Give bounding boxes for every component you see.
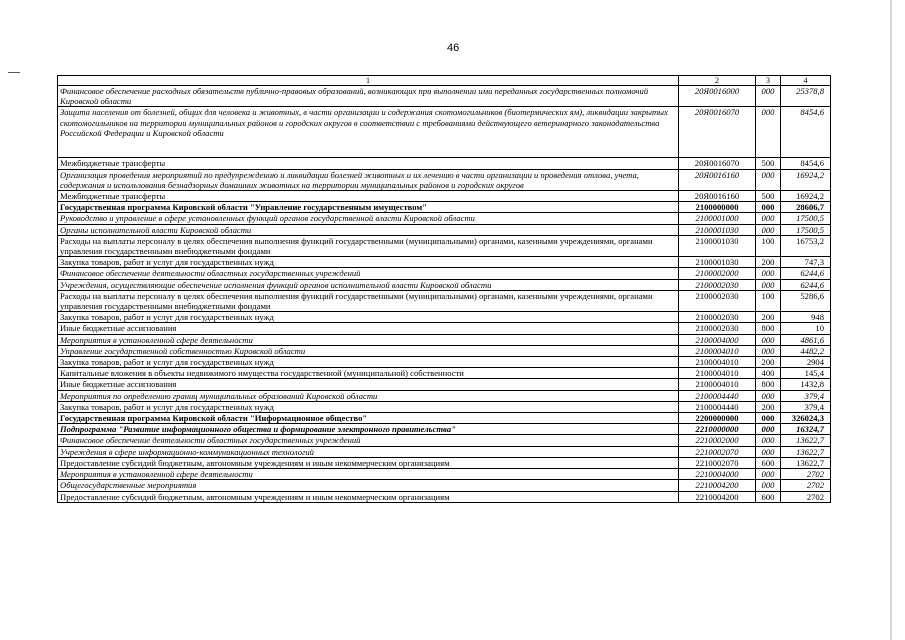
budget-table-container [57, 75, 830, 503]
row-code-cell: 2100004010 [679, 368, 756, 379]
table-row [58, 413, 831, 424]
row-name-cell: Управление государственной собственностью Кировской области [58, 345, 679, 356]
row-code-cell: 2210004000 [679, 469, 756, 480]
page-number: 46 [447, 42, 460, 54]
row-type-cell: 200 [756, 257, 781, 268]
table-row [58, 191, 831, 202]
row-code-cell: 2100004010 [679, 357, 756, 368]
row-type-cell: 200 [756, 312, 781, 323]
row-name-cell: Закупка товаров, работ и услуг для государственных нужд [58, 312, 679, 323]
row-name-cell: Межбюджетные трансферты [58, 158, 679, 169]
row-amount-cell: 17500,5 [781, 213, 831, 224]
row-code-cell: 20Я0016160 [679, 169, 756, 190]
table-row [58, 480, 831, 491]
row-amount-cell: 8454,6 [781, 158, 831, 169]
row-amount-cell: 2702 [781, 480, 831, 491]
row-amount-cell: 145,4 [781, 368, 831, 379]
table-row [58, 158, 831, 169]
table-row [58, 435, 831, 446]
budget-table [57, 75, 831, 503]
row-code-cell: 2200000000 [679, 413, 756, 424]
row-type-cell: 000 [756, 390, 781, 401]
table-row [58, 224, 831, 235]
table-row [58, 334, 831, 345]
page-edge [890, 0, 892, 640]
header-col-1: 1 [58, 76, 679, 86]
row-type-cell: 000 [756, 480, 781, 491]
row-name-cell: Общегосударственные мероприятия [58, 480, 679, 491]
row-amount-cell: 948 [781, 312, 831, 323]
table-row [58, 169, 831, 190]
row-name-cell: Предоставление субсидий бюджетным, автономным учреждениям и иным некоммерческим организациям [58, 491, 679, 502]
margin-mark [8, 72, 20, 73]
row-name-cell: Мероприятия в установленной сфере деятельности [58, 469, 679, 480]
row-code-cell: 2100004440 [679, 390, 756, 401]
table-row [58, 257, 831, 268]
row-code-cell: 2100004010 [679, 379, 756, 390]
row-code-cell: 2100002000 [679, 268, 756, 279]
table-row [58, 446, 831, 457]
row-code-cell: 2100004440 [679, 401, 756, 412]
row-code-cell: 2100002030 [679, 279, 756, 290]
row-amount-cell: 5286,6 [781, 290, 831, 311]
row-amount-cell: 16324,7 [781, 424, 831, 435]
row-name-cell: Учреждения, осуществляющие обеспечение исполнения функций органов исполнительной власти Кировской области [58, 279, 679, 290]
row-type-cell: 000 [756, 86, 781, 107]
row-name-cell: Мероприятия в установленной сфере деятельности [58, 334, 679, 345]
row-type-cell: 200 [756, 401, 781, 412]
row-name-cell: Учреждения в сфере информационно-коммуникационных технологий [58, 446, 679, 457]
row-type-cell: 000 [756, 202, 781, 213]
row-name-cell: Финансовое обеспечение деятельности областных государственных учреждений [58, 268, 679, 279]
table-row [58, 345, 831, 356]
row-code-cell: 2210002000 [679, 435, 756, 446]
table-row [58, 491, 831, 502]
row-code-cell: 2100001030 [679, 257, 756, 268]
row-amount-cell: 13622,7 [781, 435, 831, 446]
row-amount-cell: 6244,6 [781, 279, 831, 290]
row-type-cell: 000 [756, 413, 781, 424]
row-name-cell: Расходы на выплаты персоналу в целях обеспечения выполнения функций государственными (муниципальными) органами, казенными учреждениями, органами управления государственными внебюджетными фондами [58, 235, 679, 256]
row-amount-cell: 17500,5 [781, 224, 831, 235]
row-amount-cell: 379,4 [781, 401, 831, 412]
row-amount-cell: 2904 [781, 357, 831, 368]
table-row [58, 290, 831, 311]
row-amount-cell: 326024,3 [781, 413, 831, 424]
row-code-cell: 2210002070 [679, 446, 756, 457]
row-amount-cell: 4482,2 [781, 345, 831, 356]
row-name-cell: Закупка товаров, работ и услуг для государственных нужд [58, 401, 679, 412]
row-type-cell: 000 [756, 345, 781, 356]
table-row [58, 424, 831, 435]
row-code-cell: 2100001030 [679, 235, 756, 256]
row-amount-cell: 6244,6 [781, 268, 831, 279]
row-name-cell: Закупка товаров, работ и услуг для государственных нужд [58, 257, 679, 268]
row-type-cell: 000 [756, 169, 781, 190]
row-name-cell: Подпрограмма "Развитие информационного общества и формирование электронного правительства" [58, 424, 679, 435]
row-code-cell: 20Я0016160 [679, 191, 756, 202]
row-type-cell: 100 [756, 290, 781, 311]
table-row [58, 390, 831, 401]
row-amount-cell: 13622,7 [781, 457, 831, 468]
table-row [58, 107, 831, 158]
table-row [58, 202, 831, 213]
row-code-cell: 20Я0016000 [679, 86, 756, 107]
row-type-cell: 000 [756, 435, 781, 446]
row-type-cell: 000 [756, 424, 781, 435]
row-type-cell: 600 [756, 491, 781, 502]
row-amount-cell: 4861,6 [781, 334, 831, 345]
row-name-cell: Руководство и управление в сфере установленных функций органов государственной власти Кировской области [58, 213, 679, 224]
row-type-cell: 600 [756, 457, 781, 468]
row-type-cell: 800 [756, 379, 781, 390]
row-name-cell: Мероприятия по определению границ муниципальных образований Кировской области [58, 390, 679, 401]
row-code-cell: 2100001000 [679, 213, 756, 224]
header-col-4: 4 [781, 76, 831, 86]
row-type-cell: 000 [756, 334, 781, 345]
table-row [58, 312, 831, 323]
row-code-cell: 2100000000 [679, 202, 756, 213]
row-type-cell: 000 [756, 446, 781, 457]
row-name-cell: Иные бюджетные ассигнования [58, 379, 679, 390]
table-row [58, 86, 831, 107]
table-row [58, 401, 831, 412]
table-row [58, 213, 831, 224]
table-row [58, 268, 831, 279]
row-name-cell: Органы исполнительной власти Кировской области [58, 224, 679, 235]
table-row [58, 357, 831, 368]
row-amount-cell: 2702 [781, 469, 831, 480]
row-name-cell: Закупка товаров, работ и услуг для государственных нужд [58, 357, 679, 368]
row-type-cell: 200 [756, 357, 781, 368]
row-type-cell: 500 [756, 191, 781, 202]
table-row [58, 368, 831, 379]
row-type-cell: 000 [756, 213, 781, 224]
table-row [58, 235, 831, 256]
row-type-cell: 000 [756, 469, 781, 480]
row-code-cell: 2100002030 [679, 323, 756, 334]
row-type-cell: 000 [756, 279, 781, 290]
row-type-cell: 000 [756, 268, 781, 279]
row-code-cell: 2210004200 [679, 491, 756, 502]
header-col-3: 3 [756, 76, 781, 86]
row-code-cell: 2100002030 [679, 290, 756, 311]
row-type-cell: 500 [756, 158, 781, 169]
row-code-cell: 2210000000 [679, 424, 756, 435]
row-type-cell: 800 [756, 323, 781, 334]
row-name-cell: Предоставление субсидий бюджетным, автономным учреждениям и иным некоммерческим организациям [58, 457, 679, 468]
row-type-cell: 000 [756, 107, 781, 158]
row-name-cell: Межбюджетные трансферты [58, 191, 679, 202]
table-row [58, 457, 831, 468]
row-code-cell: 2100001030 [679, 224, 756, 235]
row-name-cell: Защита населения от болезней, общих для человека и животных, в части организации и содержания скотомогильников (биотермических ям), ликвидации закрытых скотомогильников на территории муниципальных районов и городских округов в соответствии с требованиями действующего ветеринарного законодательства Российской Федерации и Кировской области [58, 107, 679, 158]
row-name-cell: Иные бюджетные ассигнования [58, 323, 679, 334]
row-code-cell: 2100004000 [679, 334, 756, 345]
row-name-cell: Государственная программа Кировской области "Информационное общество" [58, 413, 679, 424]
row-amount-cell: 13622,7 [781, 446, 831, 457]
row-amount-cell: 16753,2 [781, 235, 831, 256]
row-amount-cell: 2702 [781, 491, 831, 502]
row-amount-cell: 8454,6 [781, 107, 831, 158]
row-name-cell: Финансовое обеспечение расходных обязательств публично-правовых образований, возникающих при выполнении ими переданных государственных полномочий Кировской области [58, 86, 679, 107]
table-row [58, 469, 831, 480]
row-code-cell: 2100002030 [679, 312, 756, 323]
table-header-row [58, 76, 831, 86]
row-code-cell: 2210002070 [679, 457, 756, 468]
row-type-cell: 000 [756, 224, 781, 235]
row-amount-cell: 16924,2 [781, 169, 831, 190]
row-amount-cell: 10 [781, 323, 831, 334]
row-name-cell: Государственная программа Кировской области "Управление государственным имуществом" [58, 202, 679, 213]
row-amount-cell: 25378,8 [781, 86, 831, 107]
row-type-cell: 100 [756, 235, 781, 256]
row-name-cell: Финансовое обеспечение деятельности областных государственных учреждений [58, 435, 679, 446]
row-amount-cell: 16924,2 [781, 191, 831, 202]
row-code-cell: 2100004010 [679, 345, 756, 356]
row-amount-cell: 379,4 [781, 390, 831, 401]
row-code-cell: 20Я0016070 [679, 107, 756, 158]
row-amount-cell: 747,3 [781, 257, 831, 268]
row-code-cell: 2210004200 [679, 480, 756, 491]
row-amount-cell: 1432,8 [781, 379, 831, 390]
row-name-cell: Организация проведения мероприятий по предупреждению и ликвидации болезней животных и их лечению в части организации и проведения отлова, учета, содержания и использования безнадзорных домашних животных на территории муниципальных районов и городских округов [58, 169, 679, 190]
table-row [58, 279, 831, 290]
row-type-cell: 400 [756, 368, 781, 379]
row-code-cell: 20Я0016070 [679, 158, 756, 169]
row-amount-cell: 28606,7 [781, 202, 831, 213]
table-row [58, 323, 831, 334]
row-name-cell: Капитальные вложения в объекты недвижимого имущества государственной (муниципальной) собственности [58, 368, 679, 379]
table-row [58, 379, 831, 390]
header-col-2: 2 [679, 76, 756, 86]
row-name-cell: Расходы на выплаты персоналу в целях обеспечения выполнения функций государственными (муниципальными) органами, казенными учреждениями, органами управления государственными внебюджетными фондами [58, 290, 679, 311]
